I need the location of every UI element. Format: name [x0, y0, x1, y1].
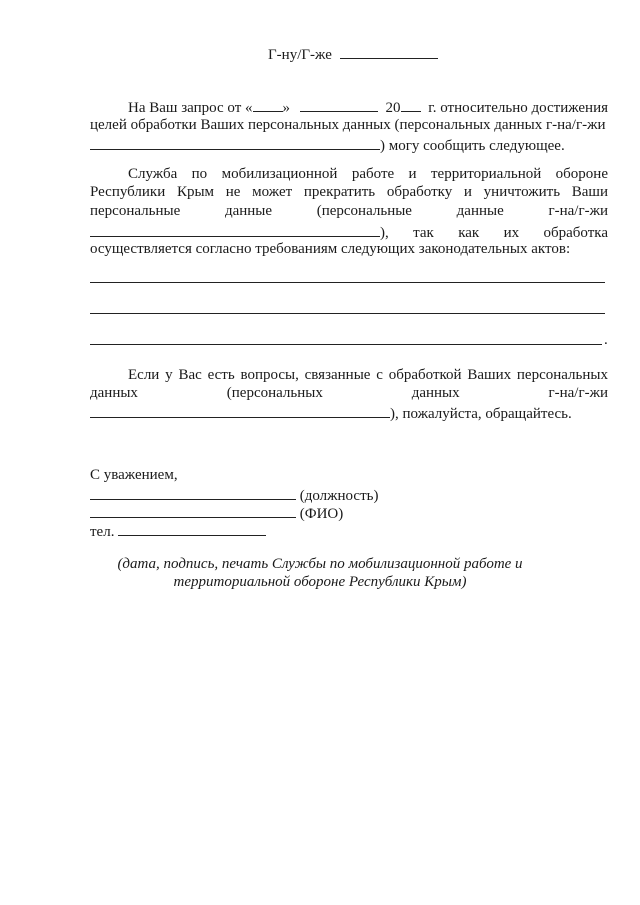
position-blank	[90, 485, 296, 500]
legal-act-blank-1	[90, 282, 605, 283]
quote-close: »	[282, 100, 291, 116]
legal-act-blank-2	[90, 313, 605, 314]
word: данные	[224, 203, 273, 219]
word: данные	[456, 203, 504, 219]
para3-line1: Если у Вас есть вопросы, связанные с обработкой Ваших персональных	[128, 367, 608, 383]
addressee-label: Г-ну/Г-же	[268, 47, 332, 63]
word: г-на/г-жи	[548, 385, 608, 401]
acts-end-period: .	[604, 332, 608, 348]
para2-line4	[90, 222, 608, 242]
para2-line3	[90, 202, 608, 220]
person-name-blank-2	[90, 222, 380, 237]
request-subject: г. относительно достижения	[428, 100, 609, 116]
closing: С уважением,	[90, 467, 178, 483]
person-name-blank-2-group	[90, 222, 389, 242]
legal-act-blank-3	[90, 344, 602, 345]
para2-line5: осуществляется согласно требованиям следующих законодательных актов:	[90, 241, 571, 257]
addressee-blank	[340, 44, 438, 59]
para1-line3	[90, 135, 565, 155]
phone-blank	[118, 521, 266, 536]
person-name-blank-1	[90, 135, 380, 150]
request-date-prefix: На Ваш запрос от «	[128, 100, 253, 116]
month-blank	[300, 97, 378, 112]
person-name-blank-3	[90, 403, 390, 418]
word: как	[458, 225, 480, 241]
phone-line	[90, 521, 266, 541]
position-line	[90, 485, 378, 505]
word: данных	[411, 385, 460, 401]
para1-ending: ) могу сообщить следующее.	[380, 138, 565, 154]
year-blank	[401, 97, 421, 112]
para2-line1: Служба по мобилизационной работе и территориальной обороне	[128, 166, 608, 182]
para3-line3	[90, 403, 572, 423]
day-blank	[253, 97, 283, 112]
word: (персональные	[316, 203, 412, 219]
footer-note-line2: территориальной обороне Республики Крым)	[173, 574, 467, 590]
para3-ending: ), пожалуйста, обращайтесь.	[390, 406, 572, 422]
word: их	[503, 225, 520, 241]
phone-label: тел.	[90, 524, 115, 540]
name-line	[90, 503, 343, 523]
word: персональные	[90, 203, 181, 219]
word: обработка	[543, 225, 608, 241]
word: так	[413, 225, 434, 241]
word: данных	[90, 385, 138, 401]
para2-line2: Республики Крым не может прекратить обработку и уничтожить Ваши	[90, 184, 608, 200]
addressee-line	[268, 44, 438, 64]
para3-line2	[90, 384, 608, 402]
word: (персональных	[226, 385, 323, 401]
position-label: (должность)	[299, 488, 379, 504]
para1-line1	[128, 97, 608, 117]
year-prefix: 20	[385, 100, 401, 116]
para1-line2: целей обработки Ваших персональных данных (персональных данных г-на/г-жи	[90, 117, 606, 133]
word: г-на/г-жи	[548, 203, 608, 219]
name-label: (ФИО)	[299, 506, 344, 522]
word: ),	[380, 225, 389, 241]
footer-note-line1: (дата, подпись, печать Службы по мобилизационной работе и	[117, 556, 523, 572]
name-blank	[90, 503, 296, 518]
